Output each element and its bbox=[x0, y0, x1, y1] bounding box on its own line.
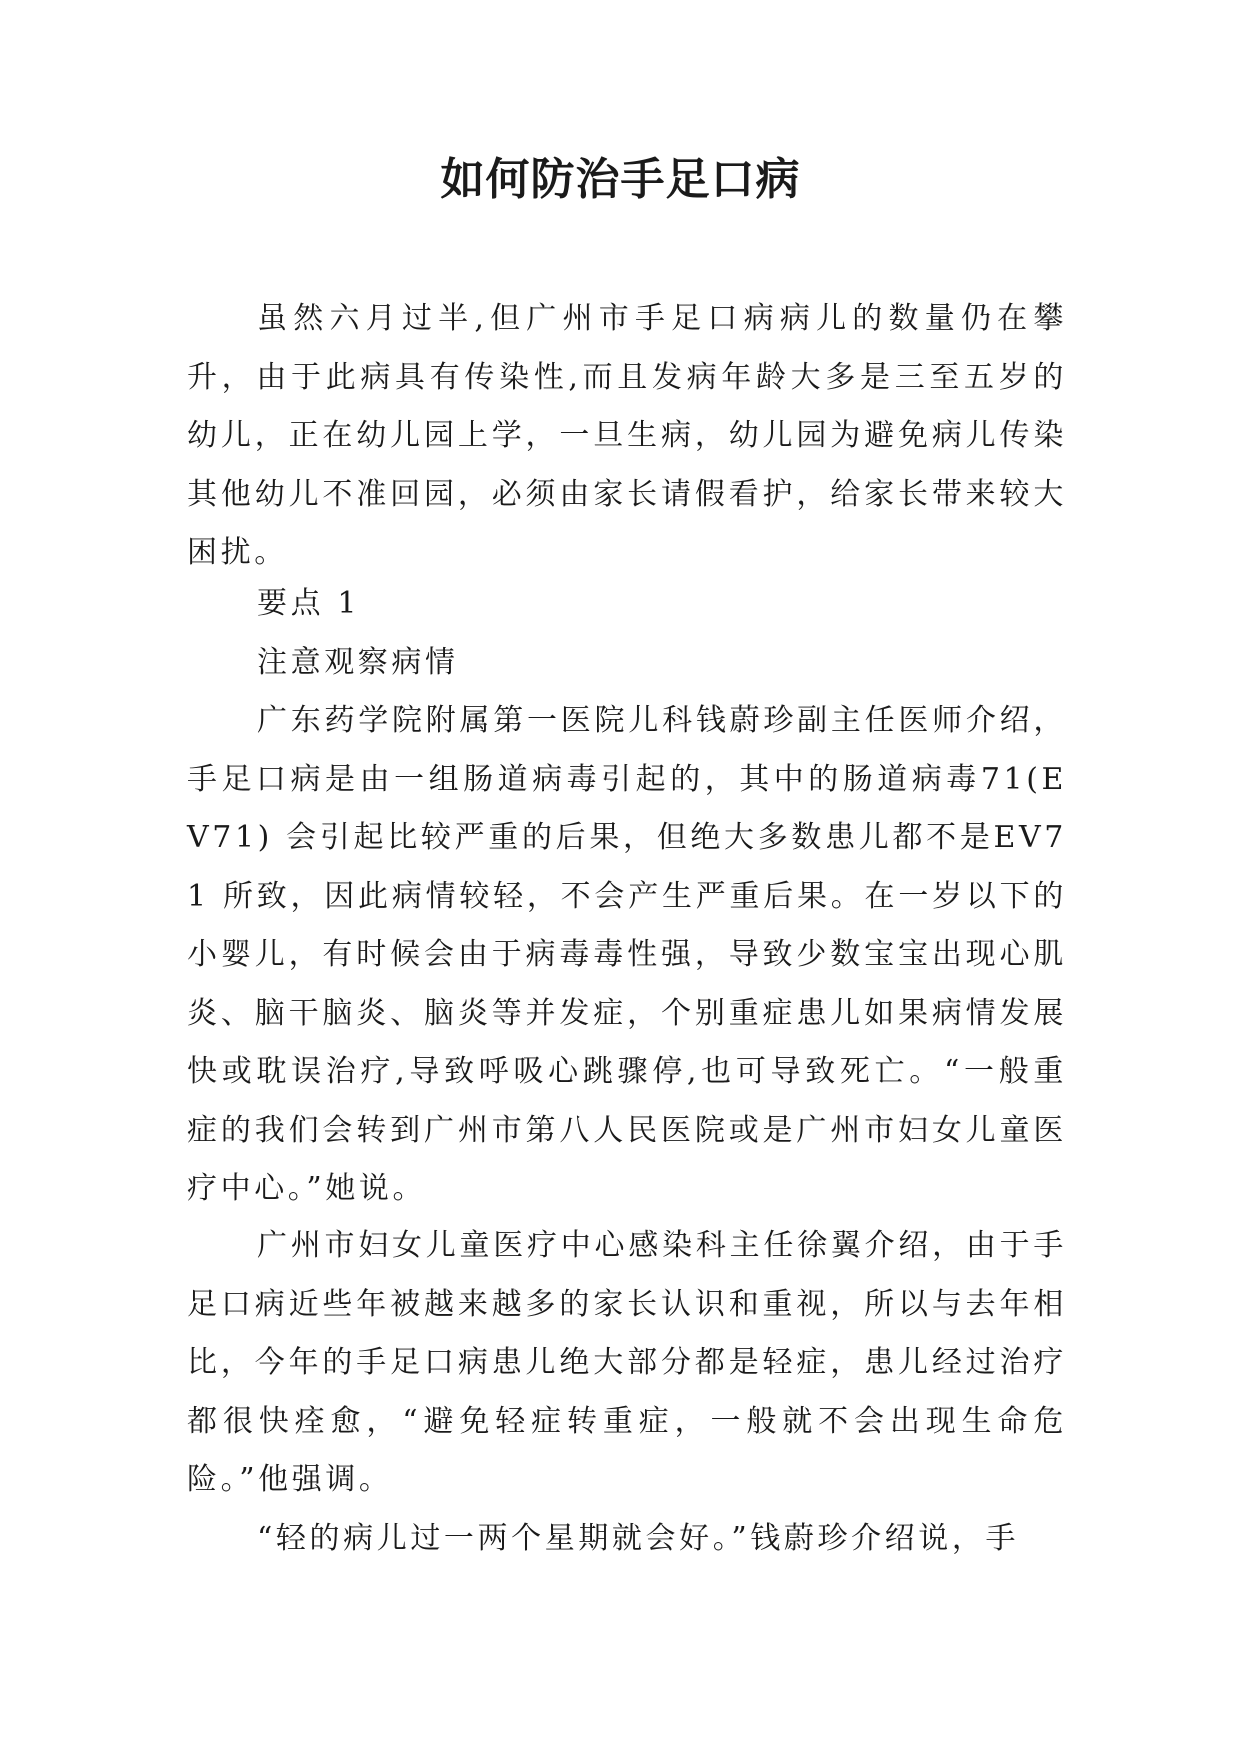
document-title: 如何防治手足口病 bbox=[440, 154, 801, 205]
point-heading: 注意观察病情 bbox=[257, 645, 459, 680]
body-paragraph-xu: 广州市妇女儿童医疗中心感染科主任徐翼介绍，由于手足口病近些年被越来越多的家长认识和重视，所以与去年相比，今年的手足口病患儿绝大部分都是轻症，患儿经过治疗都很快痊愈，“避免轻症转重症，一般就不会出现生命危险。”他强调。 bbox=[187, 1228, 1067, 1497]
body-paragraph-quote: “轻的病儿过一两个星期就会好。”钱蔚珍介绍说，手 bbox=[257, 1521, 1020, 1556]
point-label: 要点 1 bbox=[257, 586, 361, 621]
intro-paragraph: 虽然六月过半,但广州市手足口病病儿的数量仍在攀升，由于此病具有传染性,而且发病年龄大多是三至五岁的幼儿，正在幼儿园上学，一旦生病，幼儿园为避免病儿传染其他幼儿不准回园，必须由家长请假看护，给家长带来较大困扰。 bbox=[187, 301, 1067, 570]
body-paragraph-qian: 广东药学院附属第一医院儿科钱蔚珍副主任医师介绍，手足口病是由一组肠道病毒引起的，其中的肠道病毒71(EV71) 会引起比较严重的后果，但绝大多数患儿都不是EV71 所致，因此病情较轻，不会产生严重后果。在一岁以下的小婴儿，有时候会由于病毒毒性强，导致少数宝宝出现心肌炎、脑干脑炎、脑炎等并发症，个别重症患儿如果病情发展快或耽误治疗,导致呼吸心跳骤停,也可导致死亡。“一般重症的我们会转到广州市第八人民医院或是广州市妇女儿童医疗中心。”她说。 bbox=[187, 703, 1067, 1206]
